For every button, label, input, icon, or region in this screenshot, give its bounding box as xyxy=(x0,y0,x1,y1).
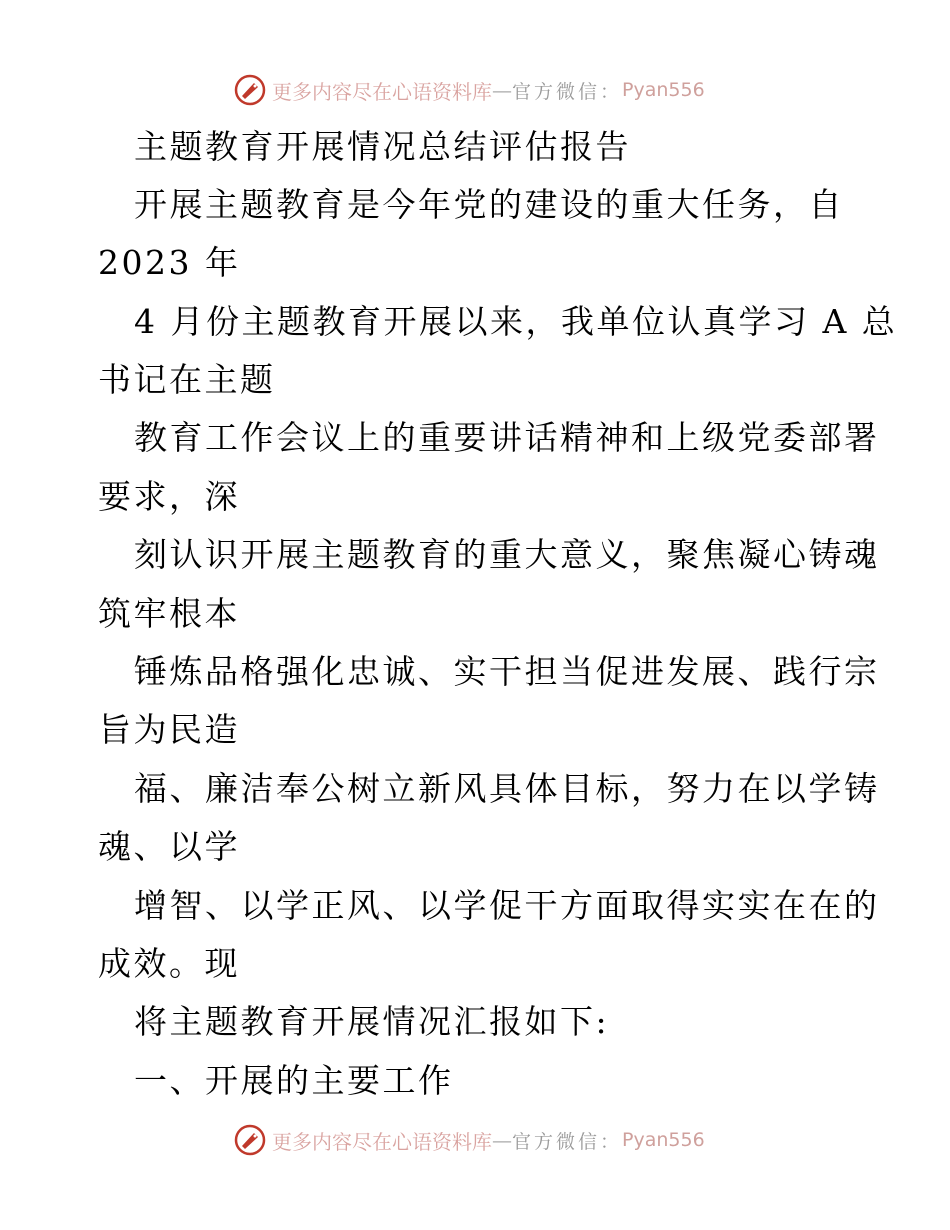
paragraph-line: 增智、以学正风、以学促干方面取得实实在在的 xyxy=(134,886,880,925)
paragraph-line: 要求，深 xyxy=(98,477,240,516)
watermark-official-label: 官方微信： xyxy=(512,1130,623,1153)
footer-watermark xyxy=(234,1122,705,1158)
watermark-official-label: 官方微信： xyxy=(512,80,623,103)
paragraph-line: 福、廉洁奉公树立新风具体目标，努力在以学铸 xyxy=(134,769,880,808)
header-watermark xyxy=(234,72,705,108)
paragraph-line: 旨为民造 xyxy=(98,710,240,749)
paragraph-line: 魂、以学 xyxy=(98,827,240,866)
watermark-text: 更多内容尽在心语资料库 xyxy=(272,1129,492,1154)
section-heading: 一、开展的主要工作 xyxy=(134,1061,454,1100)
pen-nib-circle-icon xyxy=(234,74,266,106)
paragraph-line: 2023 年 xyxy=(98,243,241,282)
paragraph-line: 成效。现 xyxy=(98,944,240,983)
watermark-wechat-id: Pyan556 xyxy=(622,79,705,101)
watermark-dash: — xyxy=(492,78,512,102)
paragraph-line: 刻认识开展主题教育的重大意义，聚焦凝心铸魂 xyxy=(134,535,880,574)
watermark-text: 更多内容尽在心语资料库 xyxy=(272,79,492,104)
watermark-dash: — xyxy=(492,1128,512,1152)
paragraph-line: 开展主题教育是今年党的建设的重大任务，自 xyxy=(134,185,844,224)
paragraph-line: 锤炼品格强化忠诚、实干担当促进发展、践行宗 xyxy=(134,652,880,691)
paragraph-line: 筑牢根本 xyxy=(98,594,240,633)
pen-nib-circle-icon xyxy=(234,1124,266,1156)
watermark-wechat-id: Pyan556 xyxy=(622,1129,705,1151)
paragraph-line: 4 月份主题教育开展以来，我单位认真学习 A 总 xyxy=(134,302,898,341)
document-title: 主题教育开展情况总结评估报告 xyxy=(134,127,631,166)
paragraph-line: 将主题教育开展情况汇报如下: xyxy=(134,1002,610,1041)
paragraph-line: 教育工作会议上的重要讲话精神和上级党委部署 xyxy=(134,418,880,457)
paragraph-line: 书记在主题 xyxy=(98,360,276,399)
